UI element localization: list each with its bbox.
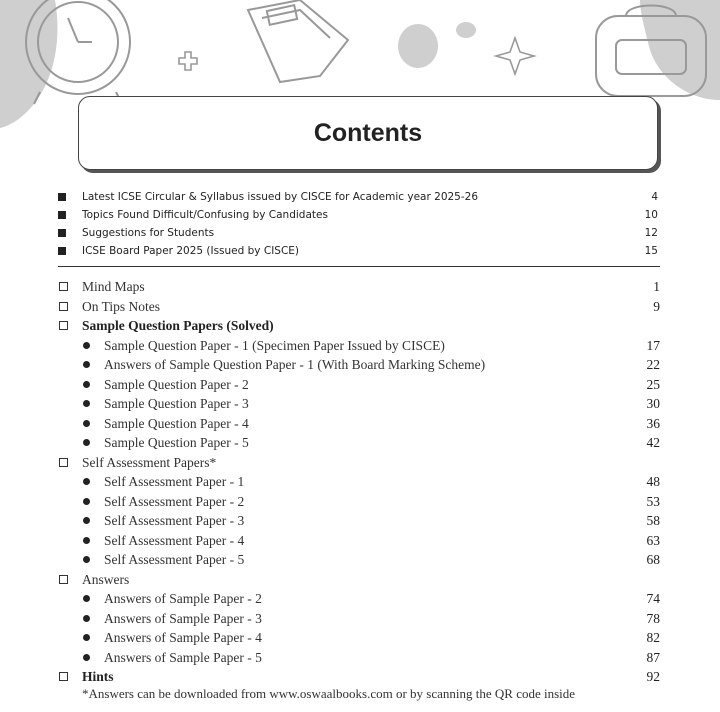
toc-entry[interactable]: Suggestions for Students 12 xyxy=(58,224,658,242)
square-bullet-icon xyxy=(58,211,66,219)
toc-entry[interactable]: Self Assessment Paper - 3 58 xyxy=(58,511,660,531)
round-bullet-icon xyxy=(83,654,90,661)
toc-entry[interactable]: Self Assessment Paper - 5 68 xyxy=(58,550,660,570)
preliminary-list xyxy=(58,188,658,260)
toc-section-mind-maps[interactable]: Mind Maps 1 xyxy=(58,277,660,297)
toc-entry[interactable]: Topics Found Difficult/Confusing by Candidates 10 xyxy=(58,206,658,224)
toc-section-hints[interactable]: Hints 92 xyxy=(58,667,660,687)
round-bullet-icon xyxy=(83,556,90,563)
round-bullet-icon xyxy=(83,517,90,524)
toc-section-self-assessment[interactable]: Self Assessment Papers* xyxy=(58,453,660,473)
star-sparkle-icon xyxy=(496,38,534,74)
toc-entry[interactable]: Answers of Sample Question Paper - 1 (With Board Marking Scheme) 22 xyxy=(58,355,660,375)
checkbox-bullet-icon xyxy=(59,282,68,291)
round-bullet-icon xyxy=(83,537,90,544)
toc-entry[interactable]: Answers of Sample Paper - 4 82 xyxy=(58,628,660,648)
main-toc-list xyxy=(58,277,660,687)
toc-entry[interactable]: Answers of Sample Paper - 2 74 xyxy=(58,589,660,609)
toc-entry[interactable]: Latest ICSE Circular & Syllabus issued by CISCE for Academic year 2025-26 4 xyxy=(58,188,658,206)
square-bullet-icon xyxy=(58,229,66,237)
square-bullet-icon xyxy=(58,247,66,255)
toc-entry[interactable]: ICSE Board Paper 2025 (Issued by CISCE) 15 xyxy=(58,242,658,260)
toc-entry[interactable]: Sample Question Paper - 1 (Specimen Paper Issued by CISCE) 17 xyxy=(58,336,660,356)
checkbox-bullet-icon xyxy=(59,672,68,681)
grey-dot-small xyxy=(456,22,476,38)
toc-entry[interactable]: Sample Question Paper - 4 36 xyxy=(58,414,660,434)
toc-section-on-tips[interactable]: On Tips Notes 9 xyxy=(58,297,660,317)
round-bullet-icon xyxy=(83,439,90,446)
toc-entry[interactable]: Answers of Sample Paper - 3 78 xyxy=(58,609,660,629)
toc-entry[interactable]: Self Assessment Paper - 4 63 xyxy=(58,531,660,551)
notebook-icon xyxy=(248,0,348,82)
round-bullet-icon xyxy=(83,381,90,388)
toc-entry[interactable]: Sample Question Paper - 2 25 xyxy=(58,375,660,395)
toc-section-answers[interactable]: Answers xyxy=(58,570,660,590)
grey-blob-left xyxy=(0,0,57,128)
round-bullet-icon xyxy=(83,595,90,602)
square-bullet-icon xyxy=(58,193,66,201)
checkbox-bullet-icon xyxy=(59,575,68,584)
checkbox-bullet-icon xyxy=(59,321,68,330)
round-bullet-icon xyxy=(83,420,90,427)
toc-entry[interactable]: Self Assessment Paper - 2 53 xyxy=(58,492,660,512)
page-title: Contents xyxy=(313,118,423,147)
toc-entry[interactable]: Sample Question Paper - 3 30 xyxy=(58,394,660,414)
round-bullet-icon xyxy=(83,342,90,349)
grey-dot-large xyxy=(398,24,438,68)
round-bullet-icon xyxy=(83,498,90,505)
checkbox-bullet-icon xyxy=(59,458,68,467)
round-bullet-icon xyxy=(83,478,90,485)
round-bullet-icon xyxy=(83,400,90,407)
footnote: *Answers can be downloaded from www.oswaalbooks.com or by scanning the QR code inside xyxy=(82,686,576,701)
toc-section-sample-papers[interactable]: Sample Question Papers (Solved) xyxy=(58,316,660,336)
round-bullet-icon xyxy=(83,361,90,368)
divider xyxy=(58,266,660,267)
round-bullet-icon xyxy=(83,615,90,622)
round-bullet-icon xyxy=(83,634,90,641)
checkbox-bullet-icon xyxy=(59,302,68,311)
toc-entry[interactable]: Answers of Sample Paper - 5 87 xyxy=(58,648,660,668)
toc-entry[interactable]: Self Assessment Paper - 1 48 xyxy=(58,472,660,492)
contents-title-box xyxy=(78,96,658,170)
toc-entry[interactable]: Sample Question Paper - 5 42 xyxy=(58,433,660,453)
plus-sparkle-icon xyxy=(179,52,197,70)
